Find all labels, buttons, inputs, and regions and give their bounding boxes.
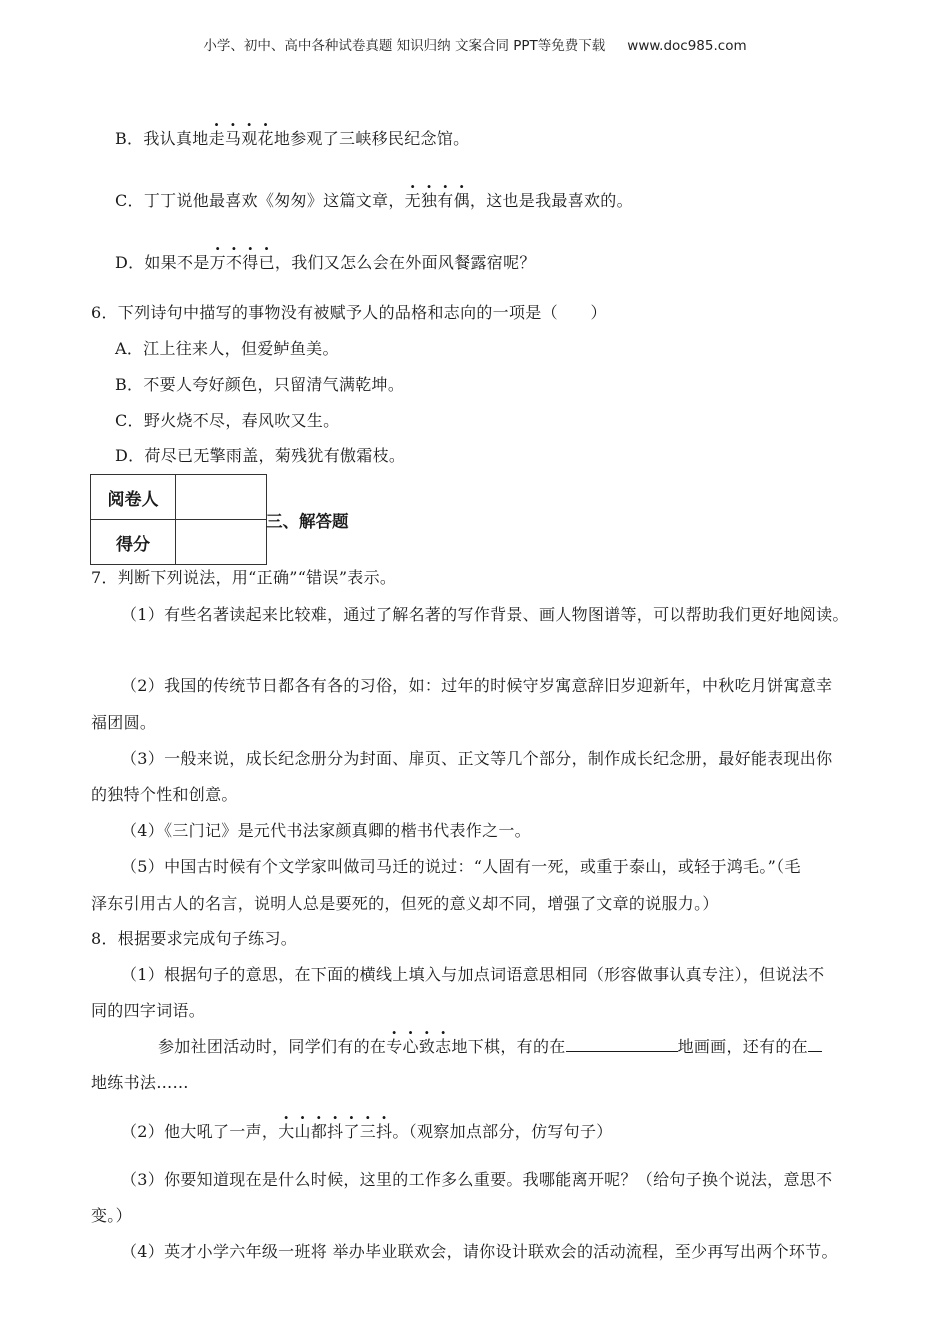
dotted-char: 致 — [418, 1037, 436, 1056]
dotted-char: 独 — [420, 191, 438, 210]
reviewer-cell — [176, 475, 267, 520]
q7-item-2-line2: 福团圆。 — [91, 713, 157, 732]
dotted-char: 专 — [386, 1037, 403, 1056]
q6-option-b: B．不要人夸好颜色，只留清气满乾坤。 — [115, 375, 405, 394]
q5-option-b — [115, 126, 469, 149]
q7-item-3-line2: 的独特个性和创意。 — [91, 785, 238, 804]
dotted-char: 得 — [242, 253, 259, 272]
q8-stem: 8．根据要求完成句子练习。 — [91, 929, 298, 948]
header-text: 小学、初中、高中各种试卷真题 知识归纳 文案合同 PPT等免费下载 — [203, 38, 606, 54]
q7-item-3-line1: （3）一般来说，成长纪念册分为封面、扉页、正文等几个部分，制作成长纪念册，最好能表现出你 — [121, 749, 833, 768]
dotted-char: 大 — [278, 1122, 295, 1141]
reviewer-label: 阅卷人 — [91, 475, 176, 520]
dotted-char: 了 — [343, 1122, 360, 1141]
dotted-char: 不 — [225, 253, 243, 272]
dotted-char: 已 — [258, 253, 275, 272]
q6-option-c: C．野火烧不尽，春风吹又生。 — [115, 411, 340, 430]
q6-stem: 6．下列诗句中描写的事物没有被赋予人的品格和志向的一项是（ ） — [91, 303, 607, 322]
q5-option-c — [115, 188, 633, 211]
q8-item-1-line1: （1）根据句子的意思，在下面的横线上填入与加点词语意思相同（形容做事认真专注），但说法不 — [121, 965, 825, 984]
dotted-char: 山 — [294, 1122, 311, 1141]
dotted-char: 花 — [257, 129, 274, 148]
q5-b-prefix: B．我认真地 — [115, 129, 209, 148]
answer-blank-2[interactable] — [808, 1050, 822, 1052]
dotted-char: 马 — [224, 129, 242, 148]
dotted-char: 偶 — [453, 191, 470, 210]
grader-table — [90, 474, 267, 565]
dotted-char: 走 — [208, 129, 225, 148]
q8-item-2 — [121, 1119, 613, 1142]
q5-d-prefix: D．如果不是 — [115, 253, 210, 272]
q5-option-d — [115, 250, 536, 273]
q7-item-5-line2: 泽东引用古人的名言，说明人总是要死的，但死的意义却不同，增强了文章的说服力。） — [91, 894, 719, 913]
q7-item-2-line1: （2）我国的传统节日都各有各的习俗，如：过年的时候守岁寓意辞旧岁迎新年，中秋吃月饼寓意幸 — [121, 676, 833, 695]
dotted-char: 万 — [209, 253, 226, 272]
section-title: 三、解答题 — [266, 512, 349, 531]
score-label: 得分 — [91, 520, 176, 565]
q8-item-1-line2: 同的四字词语。 — [91, 1001, 206, 1020]
q5-c-suffix: ，这也是我最喜欢的。 — [469, 191, 633, 210]
dotted-char: 抖 — [327, 1122, 344, 1141]
q8-fill-sentence — [158, 1034, 822, 1057]
dotted-char: 三 — [359, 1122, 377, 1141]
dotted-char: 心 — [402, 1037, 419, 1056]
q5-b-suffix: 地参观了三峡移民纪念馆。 — [273, 129, 470, 148]
dotted-char: 观 — [241, 129, 258, 148]
dotted-char: 抖 — [376, 1122, 393, 1141]
dotted-char: 有 — [437, 191, 454, 210]
q7-item-1: （1）有些名著读起来比较难，通过了解名著的写作背景、画人物图谱等，可以帮助我们更好地阅读。 — [121, 605, 849, 624]
q7-item-5-line1: （5）中国古时候有个文学家叫做司马迁的说过：“人固有一死，或重于泰山，或轻于鸿毛。”（毛 — [121, 857, 801, 876]
q8-item2-prefix: （2）他大吼了一声， — [121, 1122, 279, 1141]
page-header — [0, 34, 950, 54]
sentence-prefix: 参加社团活动时，同学们有的在 — [158, 1037, 387, 1056]
sentence-mid2: 地画画，还有的在 — [677, 1037, 808, 1056]
q7-stem: 7．判断下列说法，用“正确”“错误”表示。 — [91, 568, 397, 587]
header-url[interactable]: www.doc985.com — [627, 38, 747, 54]
q8-item-3-line1: （3）你要知道现在是什么时候，这里的工作多么重要。我哪能离开呢？（给句子换个说法，意思不 — [121, 1170, 833, 1189]
dotted-char: 无 — [404, 191, 421, 210]
q8-item2-suffix: 。（观察加点部分，仿写句子） — [392, 1122, 613, 1141]
q7-item-4: （4）《三门记》是元代书法家颜真卿的楷书代表作之一。 — [121, 821, 531, 840]
q8-item-4: （4）英才小学六年级一班将 举办毕业联欢会，请你设计联欢会的活动流程，至少再写出两个环节。 — [121, 1242, 838, 1261]
sentence-mid1: 地下棋，有的在 — [451, 1037, 566, 1056]
dotted-char: 都 — [310, 1122, 328, 1141]
dotted-char: 志 — [435, 1037, 452, 1056]
q8-item-3-line2: 变。） — [91, 1206, 132, 1225]
answer-blank-1[interactable] — [566, 1050, 678, 1052]
score-cell — [176, 520, 267, 565]
q6-option-d: D．荷尽已无擎雨盖，菊残犹有傲霜枝。 — [115, 446, 406, 465]
q8-fill-sentence-end: 地练书法…… — [91, 1073, 189, 1092]
q5-c-prefix: C．丁丁说他最喜欢《匆匆》这篇文章， — [115, 191, 405, 210]
q5-d-suffix: ，我们又怎么会在外面风餐露宿呢？ — [274, 253, 536, 272]
q6-option-a: A．江上往来人，但爱鲈鱼美。 — [115, 339, 339, 358]
